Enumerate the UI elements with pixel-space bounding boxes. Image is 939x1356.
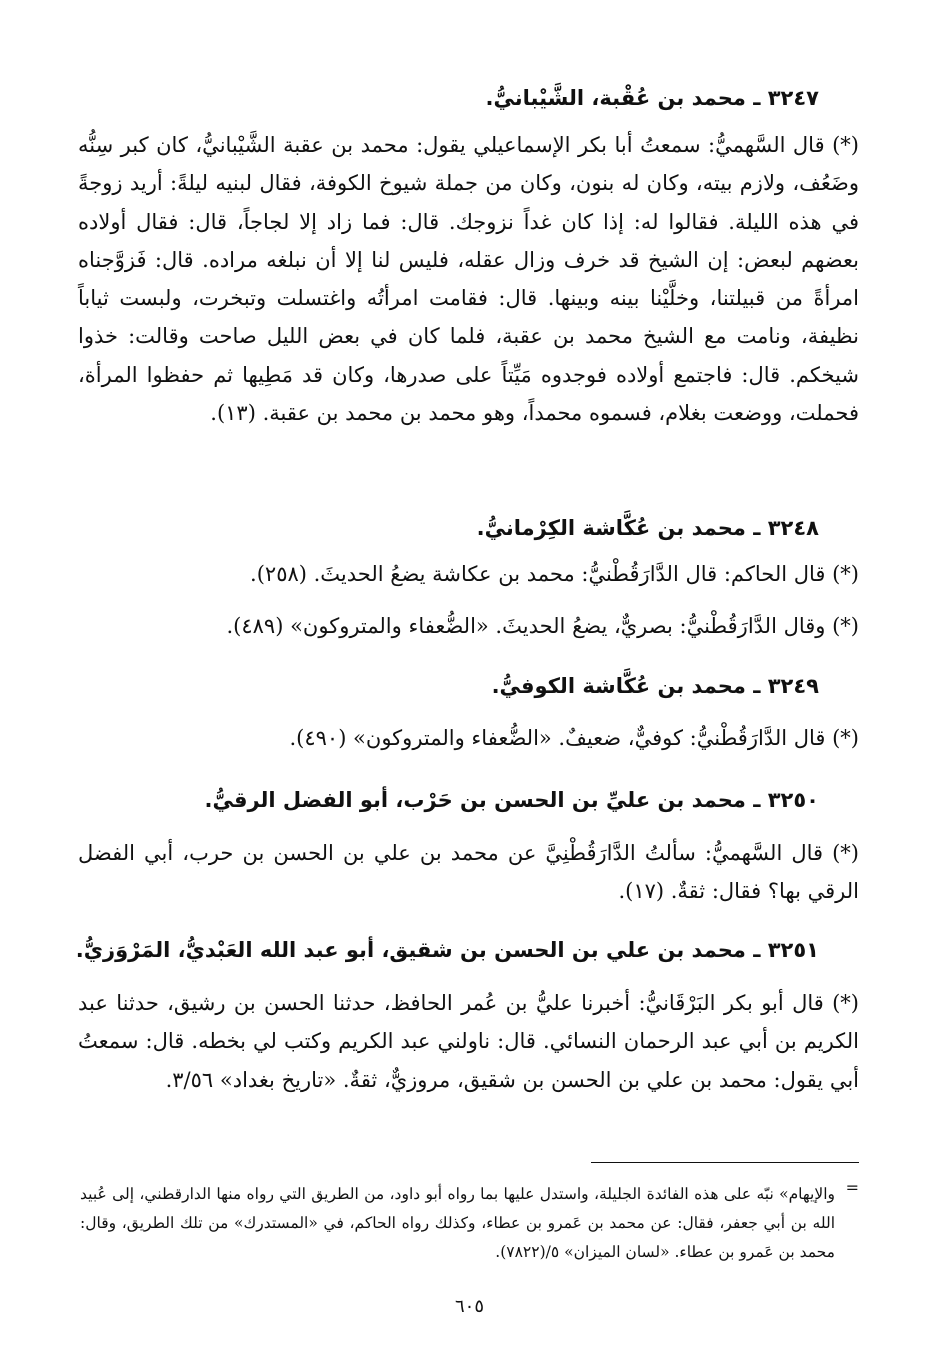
entry-paragraph-3250: (*) قال السَّهميُّ: سألتُ الدَّارَقُطْنِيَّ عن محمد بن علي بن الحسن بن حرب، أبي الفضل الرقي بها؟ فقال: ثقةٌ. (١٧). [78, 841, 859, 904]
entry-paragraph-3251: (*) قال أبو بكر البَرْقَانيُّ: أخبرنا عليُّ بن عُمر الحافظ، حدثنا الحسن بن رشيق، حدثنا عبد الكريم بن أبي عبد الرحمان النسائي. قال: ناولني عبد الكريم وكتب لي بخطه. قال: سمعتُ أبي يقول: محمد بن علي بن الحسن بن شقيق، مروزيٌّ، ثقةٌ. «تاريخ بغداد» ٣/٥٦. [78, 991, 859, 1092]
entry-heading-3249: ٣٢٤٩ ـ محمد بن عُكَّاشة الكوفيُّ. [491, 674, 819, 698]
entry-heading-3247: ٣٢٤٧ ـ محمد بن عُقْبة، الشَّيْبانيُّ. [485, 86, 819, 110]
page-number: ٦٠٥ [454, 1296, 484, 1317]
entry-paragraph-3249: (*) قال الدَّارَقُطْنيُّ: كوفيٌّ، ضعيفٌ. «الضُّعفاء والمتروكون» (٤٩٠). [289, 726, 859, 750]
entry-heading-3250: ٣٢٥٠ ـ محمد بن عليِّ بن الحسن بن حَرْب، أبو الفضل الرقيُّ. [204, 788, 819, 812]
entry-paragraph-3248-1: (*) قال الحاكم: قال الدَّارَقُطْنيُّ: محمد بن عكاشة يضعُ الحديثَ. (٢٥٨). [250, 562, 859, 586]
entry-heading-3251: ٣٢٥١ ـ محمد بن علي بن الحسن بن شقيق، أبو عبد الله العَبْديُّ، المَرْوَزيُّ. [75, 938, 819, 962]
entry-paragraph-3248-2: (*) وقال الدَّارَقُطْنيُّ: بصريٌّ، يضعُ الحديثَ. «الضُّعفاء والمتروكون» (٤٨٩). [226, 614, 859, 638]
footnote-continuation-mark: = [845, 1178, 859, 1197]
footnote-divider [591, 1162, 859, 1163]
entry-paragraph-3247: (*) قال السَّهميُّ: سمعتُ أبا بكر الإسماعيلي يقول: محمد بن عقبة الشَّيْبانيُّ، كان كبر سِنُّه وضَعُف، ولازم بيته، وكان له بنون، وكان من جملة شيوخ الكوفة، فقال لبنيه ليلةً: أريد زوجةً في هذه الليلة. فقالوا له: إذا كان غداً نزوجك. قال: فما زاد إلا لجاجاً، قال: فقال أولاده بعضهم لبعض: إن الشيخ قد خرف وزال عقله، فليس لنا إلا أن نبلغه مراده. قال: فَزوَّجناه امرأةً من قبيلتنا، وخلَّيْنا بينه وبينها. قال: فقامت امرأتُه واغتسلت وتبخرت، ولبست ثياباً نظيفة، ونامت مع الشيخ محمد بن عقبة، فلما كان في بعض الليل صاحت وقالت: خذوا شيخكم. قال: فاجتمع أولاده فوجدوه مَيِّتاً على صدرها، وكان قد مَطِيها ثم حفظوا المرأة، فحملت، ووضعت بغلام، فسموه محمداً، وهو محمد بن محمد بن عقبة. (١٣). [78, 133, 859, 426]
footnote-text: والإيهام» نبّه على هذه الفائدة الجليلة، واستدل عليها بما رواه أبو داود، من الطريق التي رواه منها الدارقطني، إلى عُبيد الله بن أبي جعفر، فقال: عن محمد بن عَمرو بن عطاء، وكذلك رواه الحاكم، في «المستدرك» من تلك الطريق، وقال: محمد بن عَمرو بن عطاء. «لسان الميزان» ٥/(٧٨٢٢). [80, 1185, 835, 1261]
entry-heading-3248: ٣٢٤٨ ـ محمد بن عُكَّاشة الكِرْمانيُّ. [476, 516, 819, 540]
